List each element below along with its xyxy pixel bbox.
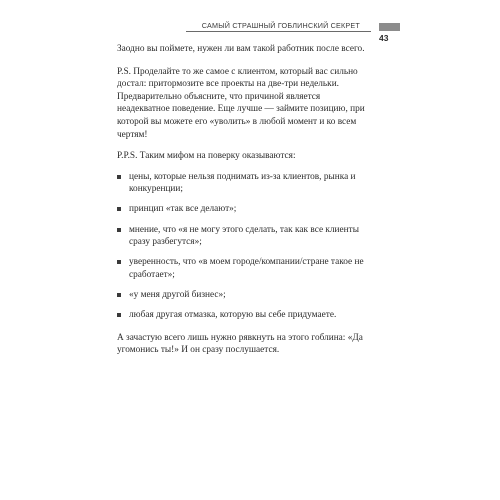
square-bullet-icon xyxy=(117,207,121,211)
bullet-item xyxy=(117,203,371,216)
square-bullet-icon xyxy=(117,175,121,179)
bullet-item xyxy=(117,171,371,196)
bullet-text: любая другая отмазка, которую вы себе придумаете. xyxy=(129,310,337,320)
bullet-text: принцип «так все делают»; xyxy=(129,204,237,215)
page-number: 43 xyxy=(379,33,389,43)
bullet-item xyxy=(117,289,371,302)
bullet-list xyxy=(117,171,371,322)
header-rule xyxy=(186,31,371,32)
square-bullet-icon xyxy=(117,293,121,297)
page-body xyxy=(117,43,371,365)
paragraph-2: P.S. Проделайте то же самое с клиентом, который вас сильно достал: притормозите все проекты на две-три недельки. Предварительно объясните, что причиной является неадекватное поведение. Еще лучше — займите позицию, при которой вы можете его «уволить» в любой момент и ко всем чертям! xyxy=(117,66,365,140)
paragraph-3: P.P.S. Таким мифом на поверку оказываются: xyxy=(117,150,296,161)
paragraph-4: А зачастую всего лишь нужно рявкнуть на этого гоблина: «Да угомонись ты!» И он сразу послушается. xyxy=(117,332,363,356)
square-bullet-icon xyxy=(117,228,121,232)
running-head: САМЫЙ СТРАШНЫЙ ГОБЛИНСКИЙ СЕКРЕТ xyxy=(201,21,360,30)
bullet-item xyxy=(117,224,371,249)
bullet-item xyxy=(117,256,371,281)
square-bullet-icon xyxy=(117,313,121,317)
bullet-text: мнение, что «я не могу этого сделать, так как все клиенты сразу разбегутся»; xyxy=(129,224,359,248)
square-bullet-icon xyxy=(117,260,121,264)
bullet-item xyxy=(117,309,371,322)
bullet-text: цены, которые нельзя поднимать из-за клиентов, рынка и конкуренции; xyxy=(129,171,356,195)
page-number-tab xyxy=(379,23,400,31)
paragraph-1: Заодно вы поймете, нужен ли вам такой работник после всего. xyxy=(117,44,365,54)
bullet-text: уверенность, что «в моем городе/компании/стране такое не сработает»; xyxy=(129,257,364,280)
bullet-text: «у меня другой бизнес»; xyxy=(129,289,226,300)
